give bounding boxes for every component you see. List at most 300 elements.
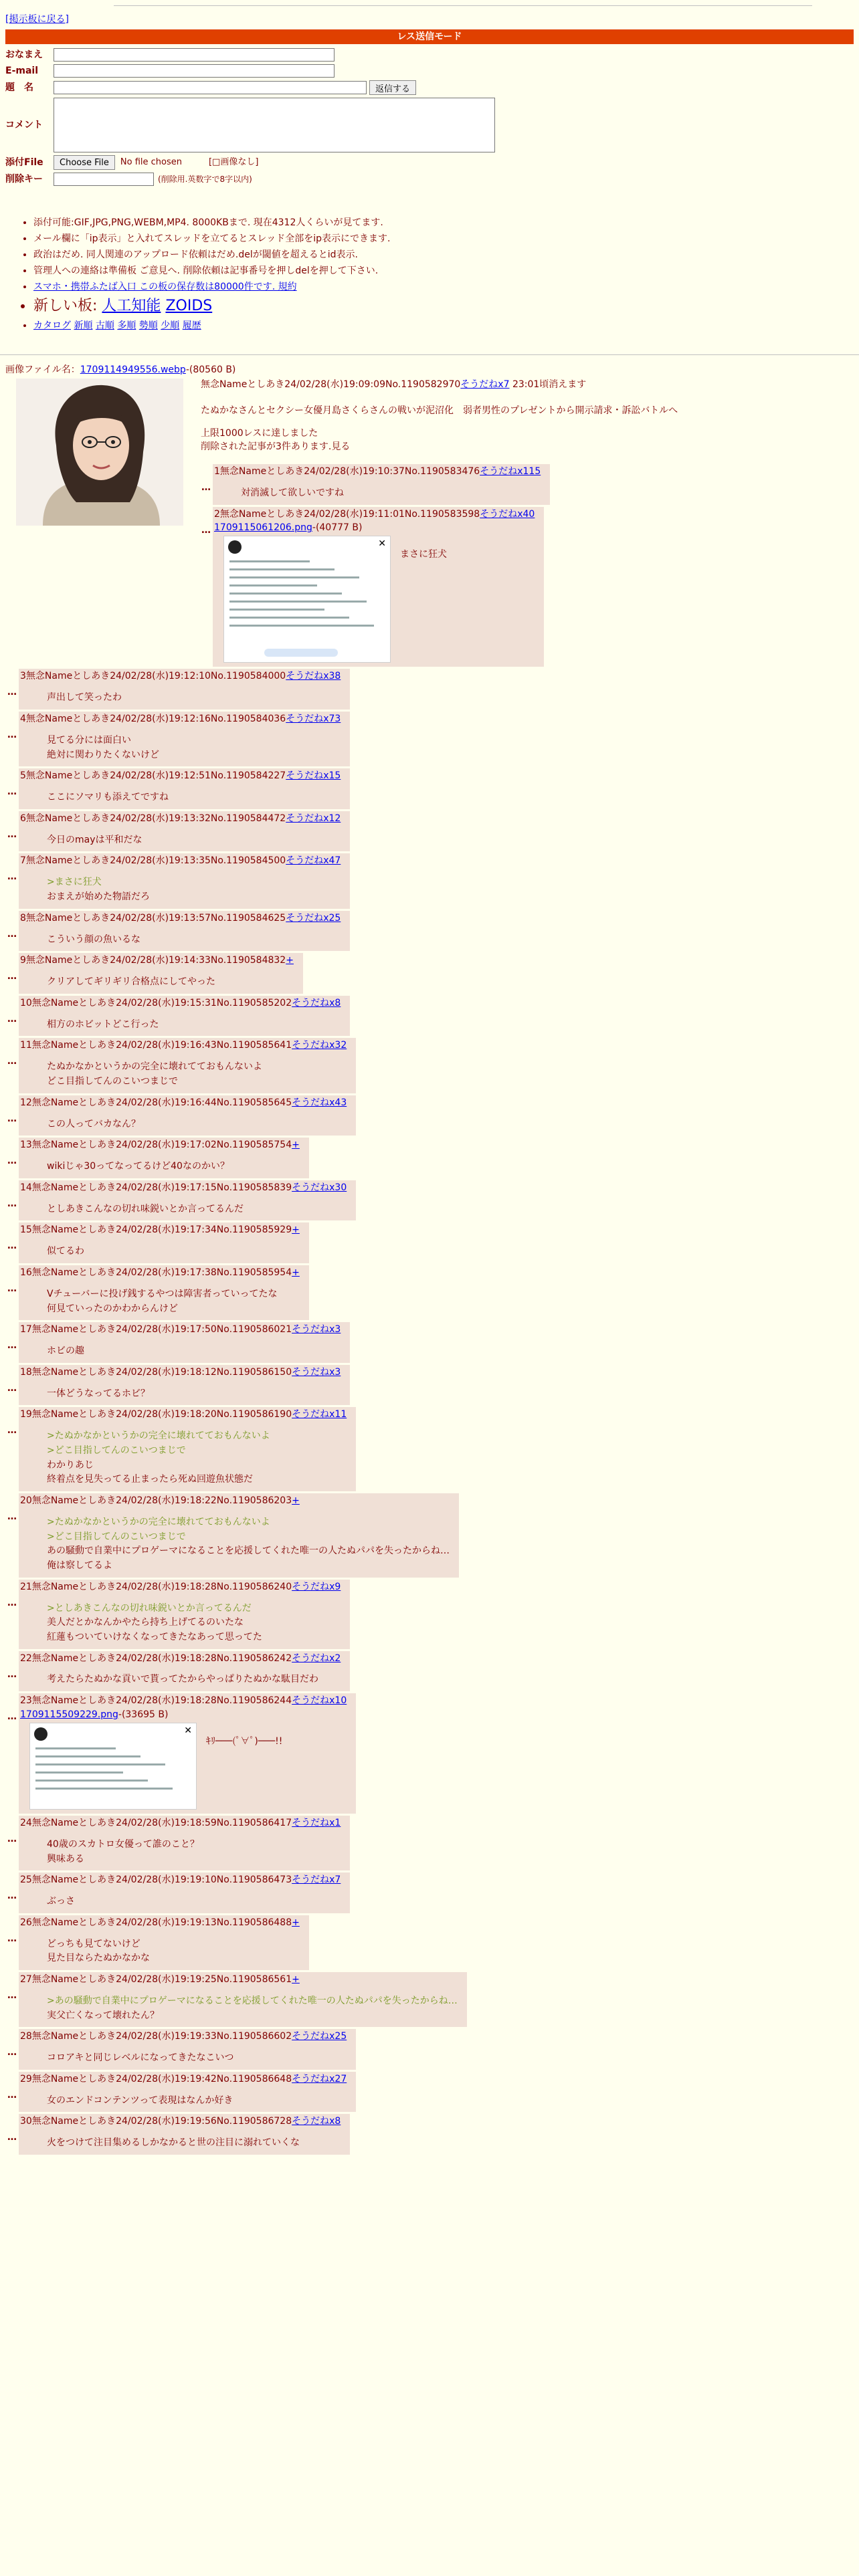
attachment-size: -(40777 B) (312, 522, 363, 534)
table-row (5, 2029, 848, 2070)
reply-meta[interactable]: 無念Nameとしあき24/02/28(水)19:19:33No.1190586602 (31, 2031, 292, 2042)
reply-meta[interactable]: 無念Nameとしあき24/02/28(水)19:18:28No.1190586242 (31, 1652, 292, 1664)
rule-item: • 添付可能:GIF,JPG,PNG,WEBM,MP4. 8000KBまで. 現在4312人くらいが見てます. (33, 217, 823, 229)
table-row (199, 464, 848, 505)
reply-meta[interactable]: 無念Nameとしあき24/02/28(水)19:19:10No.1190586473 (31, 1874, 292, 1886)
reply-post (19, 1322, 350, 1363)
reply-post (19, 1872, 350, 1913)
table-row (5, 953, 848, 994)
text-line-placeholder (229, 601, 367, 603)
reply-body (47, 1245, 300, 1259)
quote-line: >まさに狂犬 (47, 877, 102, 888)
reply-meta[interactable]: 無念Nameとしあき24/02/28(水)19:13:35No.1190584500 (25, 855, 286, 867)
reply-header (20, 1039, 347, 1052)
reply-header (20, 670, 341, 683)
reply-post (19, 712, 350, 766)
attachment-thumbnail[interactable] (223, 536, 391, 663)
quote-line: >たぬかなかというかの完全に壊れてておもんないよ (47, 1516, 270, 1527)
reply-list (5, 464, 848, 2157)
reply-header (20, 1581, 341, 1594)
reply-indent-marker: … (201, 482, 211, 493)
sodane-link[interactable]: そうだねx3 (292, 1324, 341, 1335)
reply-body (47, 1937, 300, 1966)
no-image-checkbox[interactable]: [□画像なし] (208, 157, 259, 168)
reply-header (20, 1408, 347, 1421)
reply-indent-marker: … (7, 1113, 17, 1124)
reply-header (20, 1097, 347, 1109)
op-limit-note: 上限1000レスに達しました (201, 428, 318, 439)
table-row (5, 911, 848, 952)
sodane-link[interactable]: そうだねx115 (480, 466, 541, 477)
reply-post (19, 1693, 356, 1814)
sodane-link[interactable]: + (292, 1495, 300, 1506)
sodane-link[interactable]: そうだねx9 (292, 1581, 341, 1592)
reply-post (19, 996, 350, 1037)
catalog-links (33, 320, 823, 332)
reply-indent-marker: … (7, 1340, 17, 1352)
reply-meta[interactable]: 無念Nameとしあき24/02/28(水)19:17:15No.1190585839 (31, 1182, 292, 1193)
thread-divider (0, 354, 859, 355)
reply-header (20, 2030, 347, 2043)
reply-header (20, 1652, 341, 1665)
table-row (5, 1365, 848, 1406)
op-image-link[interactable]: 1709114949556.webp (80, 364, 186, 375)
reply-body (47, 2136, 341, 2151)
reply-post (19, 2114, 350, 2155)
name-label: おなまえ (5, 49, 43, 60)
reply-header (20, 813, 341, 825)
rule-item (33, 281, 823, 294)
comment-label: コメント (5, 119, 43, 130)
reply-body (47, 1117, 347, 1132)
reply-line: たぬかなかというかの完全に壊れてておもんないよ (47, 1061, 262, 1073)
reply-body (47, 2094, 347, 2109)
reply-line: wikiじゃ30ってなってるけど40なのかい？ (47, 1161, 229, 1172)
op-deleted-note: 削除された記事が3件あります.見る (201, 441, 351, 452)
reply-line: ホビの趣 (47, 1346, 84, 1357)
reply-number: 13 (20, 1140, 32, 1151)
reply-line: こういう顔の魚いるな (47, 934, 140, 945)
close-icon: ✕ (184, 1725, 192, 1736)
reply-meta[interactable]: 無念Nameとしあき24/02/28(水)19:18:28No.1190586244 (31, 1695, 292, 1707)
reply-body (47, 691, 341, 706)
reply-body (47, 2051, 347, 2066)
reply-header (20, 1917, 300, 1929)
reply-indent-marker: … (7, 1283, 17, 1294)
reply-meta[interactable]: 無念Nameとしあき24/02/28(水)19:17:34No.1190585929 (31, 1224, 292, 1236)
reply-indent-marker: … (7, 1198, 17, 1209)
rule-item: • 政治はだめ. 同人関連のアップロード依頼はだめ.delが閾値を超えるとid表示. (33, 249, 823, 261)
reply-line: おまえが始めた物語だろ (47, 891, 150, 902)
attachment-size: -(33695 B) (118, 1709, 169, 1721)
attachment-row (214, 536, 535, 663)
reply-body (47, 1287, 300, 1316)
reply-body (47, 833, 341, 848)
op-image-size: -(80560 B) (185, 364, 236, 375)
reply-header (20, 855, 341, 867)
reply-body (47, 875, 341, 904)
table-row (5, 712, 848, 766)
reply-header (20, 1267, 300, 1279)
reply-header (20, 1182, 347, 1194)
reply-indent-marker: … (7, 1990, 17, 2002)
reply-meta[interactable]: 無念Nameとしあき24/02/28(水)19:19:42No.1190586648 (31, 2073, 292, 2084)
reply-body (47, 1994, 458, 2023)
sort-old-link[interactable]: 古順 (95, 320, 114, 332)
mobile-entry-link[interactable]: スマホ・携帯ふたば入口 この板の保存数は80000件です. 規約 (33, 281, 297, 292)
reply-meta[interactable]: 無念Nameとしあき24/02/28(水)19:10:37No.1190583476 (219, 466, 480, 477)
table-row (5, 1972, 848, 2027)
text-line-placeholder (35, 1788, 173, 1790)
op-body: たぬかなさんとセクシー女優月島さくらさんの戦いが泥沼化 弱者男性のプレゼントから開示請求・訴訟バトルへ (201, 405, 678, 416)
reply-meta[interactable]: 無念Nameとしあき24/02/28(水)19:15:31No.1190585202 (31, 997, 292, 1008)
reply-indent-marker: … (7, 928, 17, 940)
reply-line: 声出して笑ったわ (47, 692, 122, 704)
sodane-link[interactable]: + (292, 1140, 300, 1151)
reply-number: 26 (20, 1917, 32, 1928)
reply-meta[interactable]: 無念Nameとしあき24/02/28(水)19:19:56No.1190586728 (31, 2116, 292, 2127)
reply-number: 2 (214, 508, 220, 520)
submit-reply-button[interactable]: 返信する (369, 80, 416, 95)
reply-post (19, 811, 350, 852)
op-header (201, 379, 843, 391)
attachment-line (20, 1709, 347, 1721)
sodane-link[interactable]: そうだねx1 (292, 1817, 341, 1828)
reply-line: どこ目指してんのこいつまじで (47, 1075, 178, 1087)
reply-meta[interactable]: 無念Nameとしあき24/02/28(水)19:18:59No.1190586417 (31, 1817, 292, 1828)
reply-header (20, 954, 294, 967)
table-row (5, 1265, 848, 1320)
reply-header (20, 1973, 458, 1986)
sodane-link[interactable]: そうだねx30 (292, 1182, 347, 1193)
reply-indent-marker: … (7, 1711, 17, 1723)
reply-line: Vチューバーに投げ銭するやつは障害者っていってたな (47, 1288, 278, 1299)
reply-line: 紅蓮もついていけなくなってきたなあって思ってた (47, 1631, 262, 1642)
reply-line: 似てるわ (47, 1246, 84, 1257)
reply-post (19, 1222, 309, 1263)
reply-line: この人ってバカなん？ (47, 1118, 140, 1130)
sort-few-link[interactable]: 少順 (161, 320, 180, 332)
subject-input[interactable] (54, 81, 367, 94)
reply-header (20, 1323, 341, 1336)
reply-post (19, 853, 350, 908)
reply-header (214, 508, 535, 521)
sodane-link[interactable]: そうだねx12 (286, 813, 341, 824)
reply-indent-marker: … (7, 1056, 17, 1067)
history-link[interactable]: 履歴 (182, 320, 201, 332)
reply-post (19, 1365, 350, 1406)
reply-indent-marker: … (7, 729, 17, 740)
table-row (5, 1580, 848, 1649)
op-expire: 23:01頃消えます (512, 379, 587, 390)
reply-number: 21 (20, 1581, 32, 1592)
reply-line: 対消滅して欲しいですね (241, 487, 344, 498)
sodane-link[interactable]: そうだねx8 (292, 997, 341, 1008)
reply-line: あの騒動で自業中にプロゲーマになることを応援してくれた唯一の人たぬパパを失ったからね… (47, 1545, 450, 1557)
op-post (201, 379, 843, 453)
reply-body (47, 1060, 347, 1089)
reply-header (20, 1495, 450, 1507)
sodane-link[interactable]: そうだねx43 (292, 1097, 347, 1108)
board-link-ai[interactable]: 人工知能 (102, 298, 161, 315)
sodane-link[interactable]: + (286, 955, 294, 966)
sodane-link[interactable]: そうだねx32 (292, 1040, 347, 1051)
reply-line: 今日のmayは平和だな (47, 834, 142, 845)
board-link-zoids[interactable]: ZOIDS (165, 298, 213, 315)
reply-line: ここにソマリも添えてですね (47, 792, 169, 803)
reply-line: 絶対に関わりたくないけど (47, 749, 159, 760)
reply-number: 6 (20, 813, 26, 824)
attachment-line (214, 522, 535, 534)
sodane-link[interactable]: そうだねx15 (286, 770, 341, 782)
quote-line: >としあきこんなの切れ味鋭いとか言ってるんだ (47, 1602, 252, 1614)
reply-meta[interactable]: 無念Nameとしあき24/02/28(水)19:13:32No.1190584472 (25, 813, 286, 824)
reply-line: クリアしてギリギリ合格点にしてやった (47, 976, 215, 988)
reply-post (19, 1265, 309, 1320)
sodane-link[interactable]: + (292, 1974, 300, 1985)
reply-line: 見てる分には面白い (47, 734, 131, 746)
reply-indent-marker: … (7, 1382, 17, 1394)
quote-line: >どこ目指してんのこいつまじで (47, 1444, 186, 1456)
reply-post (19, 2072, 356, 2113)
quote-line: >どこ目指してんのこいつまじで (47, 1531, 186, 1542)
file-status: No file chosen (120, 157, 182, 168)
reply-body (47, 1018, 341, 1033)
reply-meta[interactable]: 無念Nameとしあき24/02/28(水)19:19:25No.1190586561 (31, 1974, 292, 1985)
reply-post (19, 1038, 356, 1093)
attachment-link[interactable]: 1709115509229.png (20, 1709, 118, 1721)
attachment-link[interactable]: 1709115061206.png (214, 522, 312, 534)
reply-indent-marker: … (7, 786, 17, 798)
reply-post (19, 1493, 459, 1578)
reply-indent-marker: … (7, 1013, 17, 1025)
reply-meta[interactable]: 無念Nameとしあき24/02/28(水)19:18:20No.1190586190 (31, 1409, 292, 1420)
reply-indent-marker: … (7, 1511, 17, 1522)
delete-key-note: (削除用.英数字で8字以内) (158, 174, 252, 184)
board-rules (33, 217, 823, 336)
sodane-link[interactable]: そうだねx27 (292, 2073, 347, 2084)
reply-header (20, 1817, 341, 1830)
sodane-link[interactable]: そうだねx25 (292, 2031, 347, 2042)
new-boards (33, 296, 823, 316)
sodane-link[interactable]: + (292, 1267, 300, 1278)
reply-body (47, 734, 341, 762)
reply-meta[interactable]: 無念Nameとしあき24/02/28(水)19:17:50No.1190586021 (31, 1324, 292, 1335)
reply-meta[interactable]: 無念Nameとしあき24/02/28(水)19:14:33No.1190584832 (25, 955, 286, 966)
sort-many-link[interactable]: 多順 (117, 320, 136, 332)
attachment-thumbnail[interactable] (29, 1723, 197, 1810)
op-image-line (5, 364, 235, 377)
reply-body (47, 1673, 341, 1687)
attachment-row (20, 1723, 347, 1810)
reply-meta[interactable]: 無念Nameとしあき24/02/28(水)19:18:22No.1190586203 (31, 1495, 292, 1506)
reply-number: 24 (20, 1817, 32, 1828)
reply-number: 5 (20, 770, 26, 782)
reply-number: 17 (20, 1324, 32, 1335)
reply-meta[interactable]: 無念Nameとしあき24/02/28(水)19:18:12No.1190586150 (31, 1366, 292, 1378)
reply-meta[interactable]: 無念Nameとしあき24/02/28(水)19:18:28No.1190586240 (31, 1581, 292, 1592)
reply-post (19, 768, 350, 809)
comment-textarea[interactable] (54, 98, 495, 152)
reply-number: 8 (20, 912, 26, 924)
reply-meta[interactable]: 無念Nameとしあき24/02/28(水)19:16:43No.1190585641 (31, 1040, 292, 1051)
op-meta: 無念Nameとしあき24/02/28(水)19:09:09No.1190582970 (201, 379, 461, 390)
catalog-link[interactable]: カタログ (33, 320, 71, 332)
reply-body (206, 1735, 282, 1749)
reply-mode-bar: レス送信モード (5, 29, 854, 44)
reply-body (47, 933, 341, 948)
reply-body (400, 548, 447, 562)
text-line-placeholder (229, 609, 324, 611)
sodane-link[interactable]: そうだねx11 (292, 1409, 347, 1420)
table-row (5, 669, 848, 710)
text-line-placeholder (35, 1780, 148, 1782)
reply-line: 終着点を見失ってる止まったら死ぬ回遊魚状態だ (47, 1474, 253, 1485)
reply-number: 27 (20, 1974, 32, 1985)
reply-meta[interactable]: 無念Nameとしあき24/02/28(水)19:16:44No.1190585645 (31, 1097, 292, 1108)
reply-meta[interactable]: 無念Nameとしあき24/02/28(水)19:12:10No.1190584000 (25, 671, 286, 682)
reply-post (19, 1651, 350, 1692)
reply-number: 12 (20, 1097, 32, 1108)
sodane-link[interactable]: そうだねx7 (292, 1874, 341, 1886)
reply-indent-marker: … (7, 1933, 17, 1944)
sort-new-link[interactable]: 新順 (74, 320, 93, 332)
reply-line: としあきこんなの切れ味鋭いとか言ってるんだ (47, 1203, 244, 1214)
subject-label: 題 名 (5, 82, 33, 93)
table-row (5, 853, 848, 908)
delete-key-input[interactable] (54, 173, 154, 186)
reply-indent-marker: … (7, 1425, 17, 1436)
reply-indent-marker: … (7, 2047, 17, 2058)
text-line-placeholder (35, 1747, 116, 1749)
reply-line: 40歳のスカトロ女優って誰のこと？ (47, 1838, 199, 1850)
reply-indent-marker: … (7, 829, 17, 840)
table-row (5, 1816, 848, 1870)
reply-post (19, 1407, 356, 1491)
name-input[interactable] (54, 48, 335, 62)
reply-post (19, 911, 350, 952)
text-line-placeholder (229, 584, 317, 586)
table-row (5, 2072, 848, 2113)
email-label: E-mail (5, 65, 39, 76)
op-notes (201, 427, 843, 453)
reply-line: 女のエンドコンテンツって表現はなんか好き (47, 2095, 233, 2106)
reply-number: 20 (20, 1495, 32, 1506)
reply-header (20, 1366, 341, 1379)
table-row (5, 1493, 848, 1578)
table-row (5, 2114, 848, 2155)
reply-number: 28 (20, 2031, 32, 2042)
reply-post (19, 669, 350, 710)
sodane-link[interactable]: そうだねx73 (286, 713, 341, 724)
reply-meta[interactable]: 無念Nameとしあき24/02/28(水)19:19:13No.1190586488 (31, 1917, 292, 1928)
reply-indent-marker: … (7, 1156, 17, 1167)
reply-number: 3 (20, 671, 26, 682)
reply-meta[interactable]: 無念Nameとしあき24/02/28(水)19:13:57No.1190584625 (25, 912, 286, 924)
reply-line: わかりあじ (47, 1459, 94, 1471)
avatar (34, 1727, 47, 1741)
reply-body (47, 975, 294, 990)
reply-number: 25 (20, 1874, 32, 1886)
sodane-link[interactable]: そうだねx40 (480, 508, 535, 520)
sodane-link[interactable]: そうだねx25 (286, 912, 341, 924)
reply-header (20, 1224, 300, 1237)
reply-number: 7 (20, 855, 26, 867)
table-row (5, 1222, 848, 1263)
table-row (5, 1693, 848, 1814)
reply-indent-marker: … (7, 1669, 17, 1680)
reply-post (19, 953, 303, 994)
reply-header (20, 770, 341, 782)
sodane-link[interactable]: そうだねx3 (292, 1366, 341, 1378)
sodane-link[interactable]: そうだねx10 (292, 1695, 347, 1707)
text-line-placeholder (229, 617, 349, 619)
text-line-placeholder (229, 576, 359, 578)
file-label: 添付File (5, 156, 43, 168)
reply-meta[interactable]: 無念Nameとしあき24/02/28(水)19:11:01No.1190583598 (219, 508, 480, 520)
text-line-placeholder (229, 593, 342, 595)
sodane-link[interactable]: + (292, 1917, 300, 1928)
text-line-placeholder (229, 568, 335, 570)
reply-post (213, 507, 544, 667)
choose-file-button[interactable]: Choose File (54, 155, 115, 170)
text-line-placeholder (229, 625, 374, 627)
back-to-board-link[interactable]: [掲示板に戻る] (5, 14, 69, 25)
reply-indent-marker: … (7, 2132, 17, 2143)
reply-body (47, 1344, 341, 1359)
reply-number: 4 (20, 713, 26, 724)
table-row (5, 1651, 848, 1692)
reply-body (47, 790, 341, 805)
sodane-link[interactable]: そうだねx8 (292, 2116, 341, 2127)
reply-number: 23 (20, 1695, 32, 1707)
sort-momentum-link[interactable]: 勢順 (138, 320, 158, 332)
op-image-label: 画像ファイル名： (5, 364, 80, 375)
reply-meta[interactable]: 無念Nameとしあき24/02/28(水)19:12:16No.1190584036 (25, 713, 286, 724)
reply-number: 10 (20, 997, 32, 1008)
reply-indent-marker: … (7, 1597, 17, 1608)
op-sodane-link[interactable]: そうだねx7 (460, 379, 510, 390)
sodane-link[interactable]: そうだねx47 (286, 855, 341, 867)
reply-meta[interactable]: 無念Nameとしあき24/02/28(水)19:17:02No.1190585754 (31, 1140, 292, 1151)
reply-line: 一体どうなってるホビ？ (47, 1388, 150, 1399)
reply-indent-marker: … (7, 687, 17, 698)
reply-number: 14 (20, 1182, 32, 1193)
sodane-link[interactable]: そうだねx2 (292, 1652, 341, 1664)
reply-indent-marker: … (7, 2089, 17, 2101)
quote-line: >あの騒動で自業中にプロゲーマになることを応援してくれた唯一の人たぬパパを失ったからね… (47, 1995, 458, 2006)
reply-post (19, 2029, 356, 2070)
reply-line: どっちも見てないけど (47, 1938, 140, 1949)
reply-line: 実父亡くなって壊れたん？ (47, 2010, 159, 2021)
table-row (5, 811, 848, 852)
reply-meta[interactable]: 無念Nameとしあき24/02/28(水)19:12:51No.1190584227 (25, 770, 286, 782)
reply-header (20, 2073, 347, 2086)
reply-header (214, 465, 541, 478)
sodane-link[interactable]: + (292, 1224, 300, 1236)
table-row (5, 1407, 848, 1491)
reply-indent-marker: … (201, 524, 211, 536)
email-input[interactable] (54, 64, 335, 78)
reply-line: 考えたらたぬかな貢いで貰ってたからやっぱりたぬかな駄目だわ (47, 1674, 318, 1685)
reply-header (20, 912, 341, 925)
reply-number: 9 (20, 955, 26, 966)
reply-post (19, 1915, 309, 1970)
reply-meta[interactable]: 無念Nameとしあき24/02/28(水)19:17:38No.1190585954 (31, 1267, 292, 1278)
back-to-board (5, 13, 69, 26)
sodane-link[interactable]: そうだねx38 (286, 671, 341, 682)
reply-body (47, 1202, 347, 1217)
